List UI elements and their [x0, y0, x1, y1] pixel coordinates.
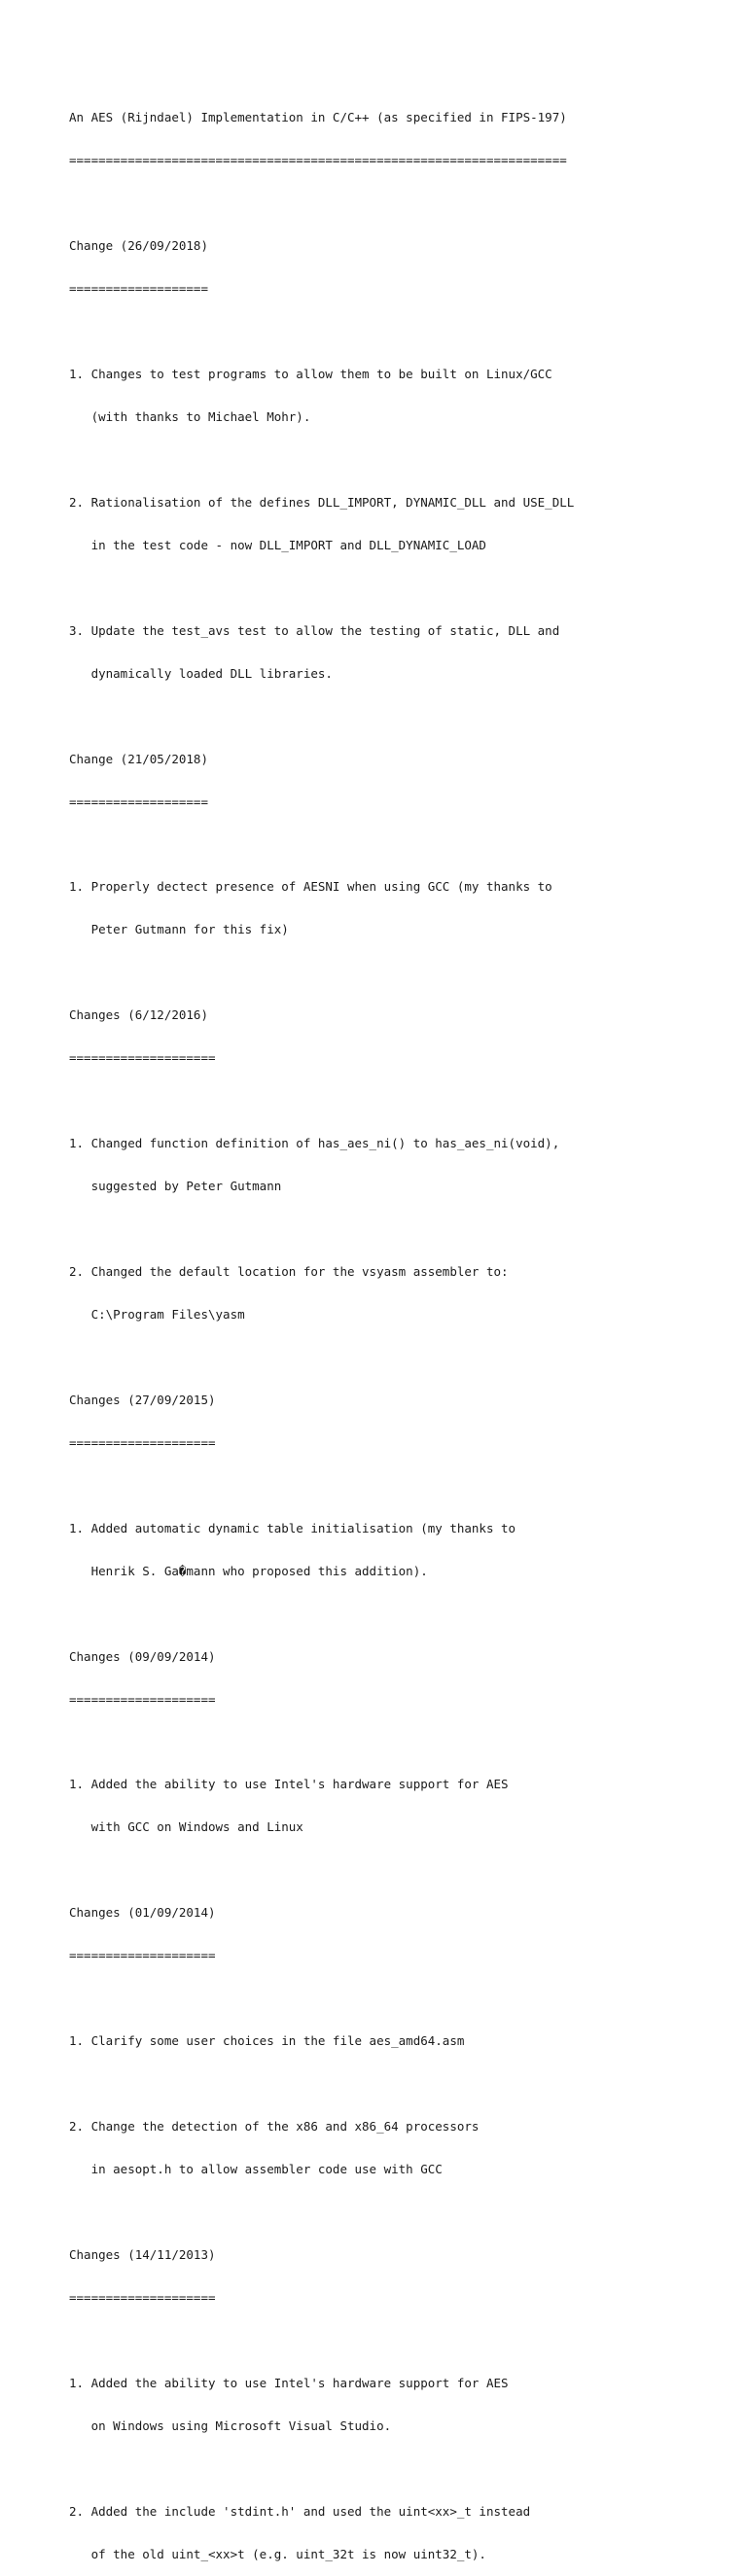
blank-line — [69, 1736, 730, 1750]
section-heading: Changes (27/09/2015) — [69, 1392, 216, 1407]
section-heading: Changes (14/11/2013) — [69, 2246, 216, 2262]
blank-line — [69, 1351, 730, 1365]
list-item: 2. Change the detection of the x86 and x86_64 processors — [69, 2119, 480, 2135]
list-item: 2. Rationalisation of the defines DLL_IMPORT, DYNAMIC_DLL and USE_DLL — [69, 494, 575, 510]
blank-line — [69, 1863, 730, 1878]
blank-line — [69, 1607, 730, 1622]
list-item: 1. Changed function definition of has_aes_ni() to has_aes_ni(void), — [69, 1136, 560, 1151]
heading-underline: ==================== — [69, 1434, 216, 1450]
heading-underline: =================== — [69, 281, 208, 297]
list-item: 1. Clarify some user choices in the file aes_amd64.asm — [69, 2033, 465, 2049]
title-underline: ==================================================================== — [69, 153, 567, 168]
section-heading: Changes (01/09/2014) — [69, 1905, 216, 1921]
list-item: 1. Added the ability to use Intel's hardware support for AES — [69, 2375, 509, 2390]
list-item-continuation: in the test code - now DLL_IMPORT and DLL_DYNAMIC_LOAD — [69, 537, 486, 552]
blank-line — [69, 582, 730, 596]
section-heading: Changes (6/12/2016) — [69, 1007, 208, 1023]
blank-line — [69, 1479, 730, 1494]
heading-underline: ==================== — [69, 1691, 216, 1707]
list-item-continuation: Peter Gutmann for this fix) — [69, 922, 289, 937]
list-item: 3. Update the test_avs test to allow the testing of static, DLL and — [69, 622, 560, 638]
blank-line — [69, 1222, 730, 1237]
list-item: 1. Properly dectect presence of AESNI when using GCC (my thanks to — [69, 879, 552, 895]
blank-line — [69, 838, 730, 853]
list-item-continuation: C:\Program Files\yasm — [69, 1307, 245, 1322]
heading-underline: ==================== — [69, 1948, 216, 1963]
blank-line — [69, 453, 730, 468]
list-item-continuation: dynamically loaded DLL libraries. — [69, 665, 333, 681]
blank-line — [69, 2077, 730, 2092]
list-item: 1. Added the ability to use Intel's hardware support for AES — [69, 1777, 509, 1792]
blank-line — [69, 196, 730, 211]
section-heading: Changes (09/09/2014) — [69, 1648, 216, 1664]
blank-line — [69, 966, 730, 980]
heading-underline: ==================== — [69, 1050, 216, 1066]
section-heading: Change (26/09/2018) — [69, 238, 208, 254]
list-item-continuation: Henrik S. Ga�mann who proposed this addition). — [69, 1563, 428, 1578]
blank-line — [69, 710, 730, 724]
blank-line — [69, 325, 730, 339]
list-item: 1. Changes to test programs to allow them to be built on Linux/GCC — [69, 367, 552, 382]
list-item: 2. Added the include 'stdint.h' and used the uint<xx>_t instead — [69, 2503, 531, 2519]
list-item-continuation: with GCC on Windows and Linux — [69, 1819, 303, 1835]
list-item-continuation: suggested by Peter Gutmann — [69, 1179, 282, 1194]
list-item-continuation: in aesopt.h to allow assembler code use with GCC — [69, 2162, 443, 2177]
blank-line — [69, 2462, 730, 2477]
list-item: 1. Added automatic dynamic table initialisation (my thanks to — [69, 1520, 516, 1535]
document-text — [69, 83, 730, 2576]
section-heading: Change (21/05/2018) — [69, 751, 208, 766]
blank-line — [69, 2205, 730, 2220]
blank-line — [69, 1992, 730, 2006]
document-title: An AES (Rijndael) Implementation in C/C++ (as specified in FIPS-197) — [69, 110, 567, 125]
heading-underline: ==================== — [69, 2289, 216, 2305]
list-item-continuation: (with thanks to Michael Mohr). — [69, 408, 311, 424]
heading-underline: =================== — [69, 794, 208, 809]
list-item-continuation: on Windows using Microsoft Visual Studio. — [69, 2417, 392, 2433]
blank-line — [69, 1094, 730, 1109]
list-item: 2. Changed the default location for the vsyasm assembler to: — [69, 1264, 509, 1280]
list-item-continuation: of the old uint_<xx>t (e.g. uint_32t is now uint32_t). — [69, 2546, 486, 2561]
blank-line — [69, 2334, 730, 2348]
